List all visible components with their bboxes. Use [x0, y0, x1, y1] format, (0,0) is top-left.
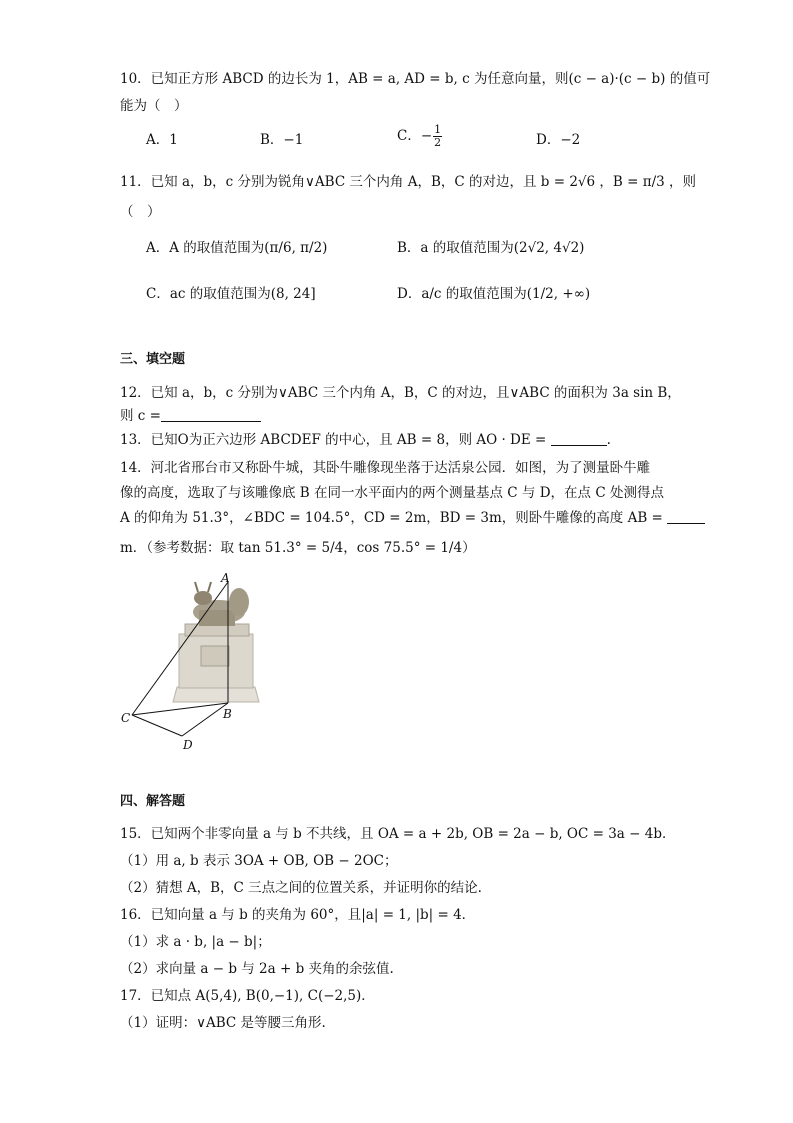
point-label-a: A [221, 572, 230, 585]
q10-stem-line2: 能为（ ） [120, 98, 188, 114]
q10-option-b: B．−1 [260, 132, 304, 148]
q12-stem-line2 [120, 406, 261, 426]
q15-stem: 15．已知两个非零向量 a 与 b 不共线，且 OA = a + 2b, OB = 2a − b, OC = 3a − 4b． [120, 826, 676, 842]
q11-option-d: D．a/c 的取值范围为(1/2, +∞) [397, 286, 591, 302]
section-heading-solutions: 四、解答题 [120, 794, 186, 809]
point-label-d: D [183, 738, 193, 752]
q12-stem-line1: 12．已知 a，b，c 分别为∨ABC 三个内角 A，B，C 的对边，且∨ABC 的面积为 3a sin B， [120, 385, 681, 401]
q10-option-c-prefix: C．− [397, 128, 433, 144]
q17-stem: 17．已知点 A(5,4), B(0,−1), C(−2,5)． [120, 988, 375, 1004]
q16-part2: （2）求向量 a − b 与 2a + b 夹角的余弦值. [120, 961, 394, 977]
q10-stem-line1: 10．已知正方形 ABCD 的边长为 1，AB = a, AD = b, c 为任意向量，则(c − a)·(c − b) 的值可 [120, 71, 711, 87]
q13-stem: 13．已知O为正六边形 ABCDEF 的中心，且 AB = 8，则 AO · DE = . [120, 432, 611, 448]
q11-stem-line2: （ ） [120, 204, 161, 220]
q16-stem: 16．已知向量 a 与 b 的夹角为 60°，且|a| = 1, |b| = 4． [120, 907, 476, 923]
q15-part1: （1）用 a, b 表示 3OA + OB, OB − 2OC； [120, 853, 398, 869]
q14-stem-line1: 14．河北省邢台市又称卧牛城，其卧牛雕像现坐落于达活泉公园．如图，为了测量卧牛雕 [120, 460, 651, 476]
q13-answer-blank[interactable] [551, 431, 607, 446]
point-label-c: C [121, 711, 131, 725]
ox-statue-figure [115, 572, 275, 752]
q14-stem-line2: 像的高度，选取了与该雕像底 B 在同一水平面内的两个测量基点 C 与 D，在点 C 处测得点 [120, 485, 664, 501]
q14-answer-blank[interactable] [667, 509, 705, 524]
q11-option-a: A．A 的取值范围为(π/6, π/2) [146, 240, 328, 256]
q15-part2: （2）猜想 A，B，C 三点之间的位置关系，并证明你的结论. [120, 880, 482, 896]
q14-stem-line3 [120, 508, 705, 528]
q17-part1: （1）证明：∨ABC 是等腰三角形. [120, 1015, 326, 1031]
q10-option-d: D．−2 [536, 132, 581, 148]
q10-option-c-fraction [433, 124, 442, 149]
section-heading-fill-in: 三、填空题 [120, 352, 186, 367]
q11-option-c: C．ac 的取值范围为(8, 24] [146, 286, 316, 302]
q10-option-c-numerator: 1 [434, 123, 442, 136]
q10-option-c [397, 124, 443, 149]
q10-option-a: A．1 [146, 132, 178, 148]
q12-answer-blank[interactable] [161, 407, 261, 422]
q16-part1: （1）求 a · b, |a − b|； [120, 934, 271, 950]
q11-stem-line1: 11．已知 a，b，c 分别为锐角∨ABC 三个内角 A，B，C 的对边，且 b = 2√6 ，B = π/3 ，则 [120, 174, 697, 190]
statue-image [173, 582, 259, 702]
q14-stem-line3-text: A 的仰角为 51.3°，∠BDC = 104.5°，CD = 2m，BD = 3m，则卧牛雕像的高度 AB = [120, 510, 663, 526]
q11-option-b: B．a 的取值范围为(2√2, 4√2) [397, 240, 585, 256]
point-label-b: B [223, 707, 232, 721]
q14-stem-line4: m．（参考数据：取 tan 51.3° = 5/4，cos 75.5° = 1/4） [120, 540, 476, 556]
q12-stem-line2-text: 则 c = [120, 408, 161, 424]
q10-option-c-denominator: 2 [434, 136, 442, 149]
segment-cd [132, 715, 182, 736]
q13-stem-text: 13．已知O为正六边形 ABCDEF 的中心，且 AB = 8，则 AO · DE = [120, 432, 551, 448]
